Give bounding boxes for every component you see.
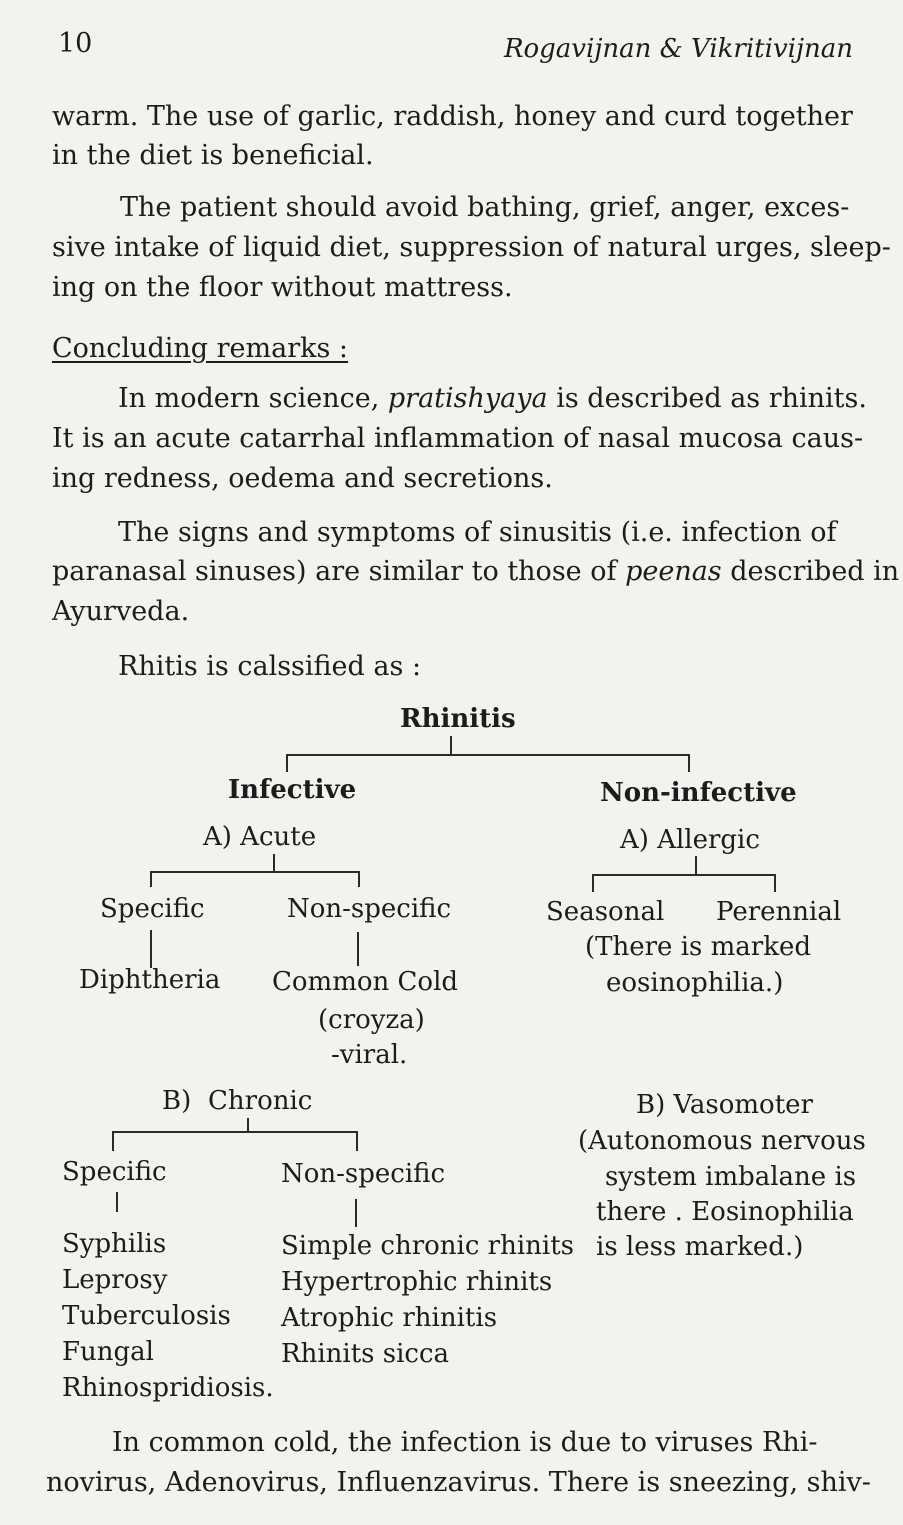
paragraph-line: The patient should avoid bathing, grief, anger, exces-: [120, 192, 850, 223]
paragraph-line: novirus, Adenovirus, Influenzavirus. There is sneezing, shiv-: [46, 1467, 871, 1498]
paragraph-line: Ayurveda.: [52, 596, 190, 627]
text-run: In modern science,: [118, 383, 388, 414]
paragraph-line: warm. The use of garlic, raddish, honey and curd together: [52, 101, 853, 132]
list-item: Leprosy: [62, 1265, 168, 1295]
tree-node-chronic: Chronic: [208, 1086, 313, 1116]
list-item: Hypertrophic rhinits: [281, 1267, 553, 1297]
paragraph-line: in the diet is beneficial.: [52, 140, 374, 171]
vasomoter-note-line: there . Eosinophilia: [596, 1197, 854, 1227]
tree-node-acute-specific: Specific: [100, 894, 205, 924]
tree-note: (There is marked: [585, 932, 811, 962]
tree-connector: [358, 871, 360, 887]
tree-connector: [592, 874, 594, 892]
list-item: Rhinospridiosis.: [62, 1373, 274, 1403]
tree-connector: [273, 854, 275, 872]
italic-term: pratishyaya: [387, 383, 548, 414]
tree-node-chronic-nonspecific: Non-specific: [281, 1159, 446, 1189]
tree-connector: [774, 874, 776, 892]
paragraph-line: It is an acute catarrhal inflammation of nasal mucosa caus-: [52, 423, 864, 454]
tree-connector: [695, 856, 697, 874]
tree-note: eosinophilia.): [606, 968, 784, 998]
tree-connector: [150, 871, 360, 873]
text-run: described in: [721, 556, 900, 587]
list-item: Rhinits sicca: [281, 1339, 450, 1369]
tree-connector: [150, 871, 152, 887]
tree-node-vasomoter: B) Vasomoter: [636, 1090, 813, 1120]
list-item: Tuberculosis: [62, 1301, 231, 1331]
tree-node-common-cold: Common Cold: [272, 967, 459, 997]
tree-note: -viral.: [331, 1040, 408, 1070]
tree-connector: [592, 874, 776, 876]
tree-connector: [357, 932, 359, 966]
tree-node-acute-nonspecific: Non-specific: [287, 894, 452, 924]
tree-node-infective: Infective: [228, 775, 357, 805]
tree-connector: [688, 754, 690, 772]
tree-connector: [286, 754, 690, 756]
vasomoter-note-line: (Autonomous nervous: [578, 1126, 866, 1156]
tree-node-non-infective: Non-infective: [600, 778, 797, 808]
tree-connector: [150, 930, 152, 968]
tree-connector: [112, 1131, 114, 1151]
tree-node-allergic: A) Allergic: [620, 825, 760, 855]
paragraph-line: The signs and symptoms of sinusitis (i.e. infection of: [118, 517, 837, 548]
paragraph-line: ing on the floor without mattress.: [52, 272, 513, 303]
tree-node-diphtheria: Diphtheria: [79, 965, 221, 995]
page-number: 10: [58, 28, 93, 59]
tree-connector: [116, 1192, 118, 1212]
tree-note: (croyza): [318, 1005, 425, 1035]
tree-node-perennial: Perennial: [716, 897, 842, 927]
italic-term: peenas: [625, 556, 722, 587]
paragraph-line: In common cold, the infection is due to viruses Rhi-: [112, 1427, 818, 1458]
tree-connector: [112, 1131, 358, 1133]
paragraph-line: ing redness, oedema and secretions.: [52, 463, 553, 494]
tree-connector: [450, 736, 452, 754]
running-head: Rogavijnan & Vikritivijnan: [503, 34, 853, 64]
vasomoter-note-line: is less marked.): [596, 1232, 804, 1262]
tree-connector: [286, 754, 288, 772]
vasomoter-note-line: system imbalane is: [605, 1162, 857, 1192]
list-item: Simple chronic rhinits: [281, 1231, 575, 1261]
list-item: Syphilis: [62, 1229, 167, 1259]
tree-connector: [356, 1131, 358, 1151]
paragraph-line: [52, 553, 899, 591]
tree-connector: [355, 1199, 357, 1227]
tree-root-label: Rhinitis: [400, 704, 516, 734]
paragraph-line: [118, 380, 867, 418]
list-item: Fungal: [62, 1337, 154, 1367]
tree-node-seasonal: Seasonal: [546, 897, 665, 927]
tree-connector: [247, 1118, 249, 1132]
tree-node-chronic-specific: Specific: [62, 1157, 167, 1187]
text-run: is described as rhinits.: [547, 383, 867, 414]
tree-node-chronic-letter: B): [162, 1086, 192, 1116]
text-run: paranasal sinuses) are similar to those of: [52, 556, 626, 587]
tree-node-acute: A) Acute: [203, 822, 317, 852]
section-heading: Concluding remarks :: [52, 333, 349, 364]
paragraph-line: sive intake of liquid diet, suppression of natural urges, sleep-: [52, 232, 891, 263]
list-item: Atrophic rhinitis: [281, 1303, 498, 1333]
paragraph-line: Rhitis is calssified as :: [118, 651, 422, 682]
